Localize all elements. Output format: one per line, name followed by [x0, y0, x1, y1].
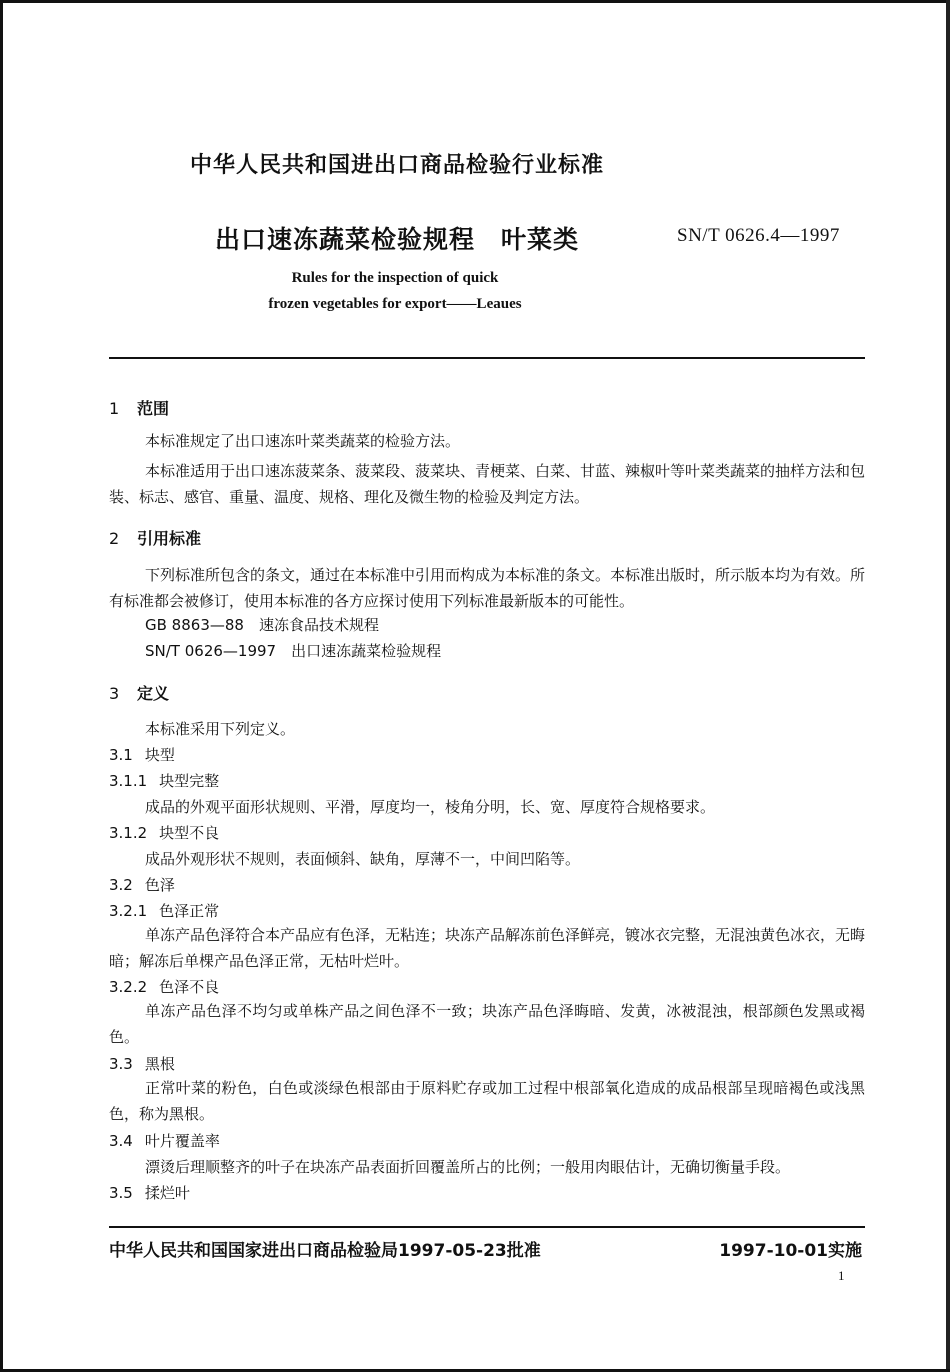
clause-3-3-heading	[109, 1053, 175, 1074]
clause-3-4-heading	[109, 1130, 220, 1151]
reference-gb8863: GB 8863—88 速冻食品技术规程	[145, 616, 379, 634]
footer-divider	[109, 1226, 865, 1228]
effective-date: 1997-10-01实施	[719, 1241, 862, 1261]
clause-3-2-heading	[109, 874, 175, 895]
scan-edge-top	[0, 0, 950, 3]
clause-title: 色泽不良	[159, 978, 220, 996]
page-number: 1	[838, 1268, 845, 1283]
clause-title: 块型完整	[159, 772, 220, 790]
clause-3-2-1-heading	[109, 900, 219, 921]
clause-number: 3.2	[109, 876, 133, 894]
clause-title: 揉烂叶	[144, 1184, 190, 1202]
approval-statement: 中华人民共和国国家进出口商品检验局1997-05-23批准	[109, 1241, 541, 1261]
industry-standard-heading: 中华人民共和国进出口商品检验行业标准	[190, 153, 605, 178]
clause-3-1-2-heading	[109, 822, 219, 843]
clause-title: 黑根	[144, 1055, 175, 1073]
clause-title: 块型	[144, 746, 175, 764]
clause-3-1-1-text: 成品的外观平面形状规则、平滑，厚度均一，棱角分明，长、宽、厚度符合规格要求。	[145, 798, 716, 816]
reference-snt0626: SN/T 0626—1997 出口速冻蔬菜检验规程	[145, 642, 442, 660]
clause-number: 3.2.1	[109, 902, 148, 920]
clause-number: 3.5	[109, 1184, 133, 1202]
section-title: 引用标准	[137, 529, 202, 548]
clause-3-1-2-text: 成品外观形状不规则，表面倾斜、缺角，厚薄不一，中间凹陷等。	[145, 850, 581, 868]
clause-number: 3.4	[109, 1132, 133, 1150]
clause-3-2-2-heading	[109, 976, 219, 997]
clause-number: 3.3	[109, 1055, 133, 1073]
section-1-paragraph-2: 本标准适用于出口速冻菠菜条、菠菜段、菠菜块、青梗菜、白菜、甘蓝、辣椒叶等叶菜类蔬菜的抽样方法和包装、标志、感官、重量、温度、规格、理化及微生物的检验及判定方法。	[109, 462, 866, 506]
clause-3-4-text: 漂烫后理顺整齐的叶子在块冻产品表面折回覆盖所占的比例；一般用肉眼估计，无确切衡量手段。	[145, 1158, 791, 1176]
clause-title: 色泽	[144, 876, 175, 894]
clause-3-1-1-heading	[109, 770, 219, 791]
section-title: 定义	[137, 684, 170, 703]
clause-number: 3.2.2	[109, 978, 148, 996]
clause-number: 3.1	[109, 746, 133, 764]
scan-edge-right	[946, 0, 950, 1372]
standard-code: SN/T 0626.4—1997	[677, 225, 840, 246]
section-3-heading	[109, 681, 169, 704]
document-title-en-line2: frozen vegetables for export——Leaues	[268, 296, 522, 312]
clause-title: 块型不良	[159, 824, 220, 842]
section-2-heading	[109, 526, 201, 549]
clause-title: 叶片覆盖率	[144, 1132, 220, 1150]
section-1-heading	[109, 396, 169, 419]
header-divider	[109, 357, 865, 359]
scan-edge-left	[0, 0, 3, 1372]
section-2-paragraph-1: 下列标准所包含的条文，通过在本标准中引用而构成为本标准的条文。本标准出版时，所示版本均为有效。所有标准都会被修订，使用本标准的各方应探讨使用下列标准最新版本的可能性。	[109, 566, 866, 610]
clause-title: 色泽正常	[159, 902, 220, 920]
clause-number: 3.1.1	[109, 772, 148, 790]
clause-3-1-heading	[109, 744, 175, 765]
section-3-intro: 本标准采用下列定义。	[145, 720, 296, 738]
document-title-cn: 出口速冻蔬菜检验规程 叶菜类	[215, 225, 580, 254]
clause-3-3-text: 正常叶菜的粉色，白色或淡绿色根部由于原料贮存或加工过程中根部氧化造成的成品根部呈现暗褐色或浅黑色，称为黑根。	[109, 1079, 865, 1123]
clause-3-2-2-text: 单冻产品色泽不均匀或单株产品之间色泽不一致；块冻产品色泽晦暗、发黄，冰被混浊，根部颜色发黑或褐色。	[109, 1002, 865, 1046]
section-number: 1	[109, 399, 120, 418]
section-number: 2	[109, 529, 120, 548]
section-number: 3	[109, 684, 120, 703]
clause-3-2-1-text: 单冻产品色泽符合本产品应有色泽，无粘连；块冻产品解冻前色泽鲜亮，镀冰衣完整，无混浊黄色冰衣，无晦暗；解冻后单棵产品色泽正常，无枯叶烂叶。	[109, 926, 866, 970]
section-title: 范围	[137, 399, 170, 418]
clause-3-5-heading	[109, 1182, 190, 1203]
document-title-en-line1: Rules for the inspection of quick	[291, 270, 499, 286]
clause-number: 3.1.2	[109, 824, 148, 842]
section-1-paragraph-1: 本标准规定了出口速冻叶菜类蔬菜的检验方法。	[145, 432, 461, 450]
